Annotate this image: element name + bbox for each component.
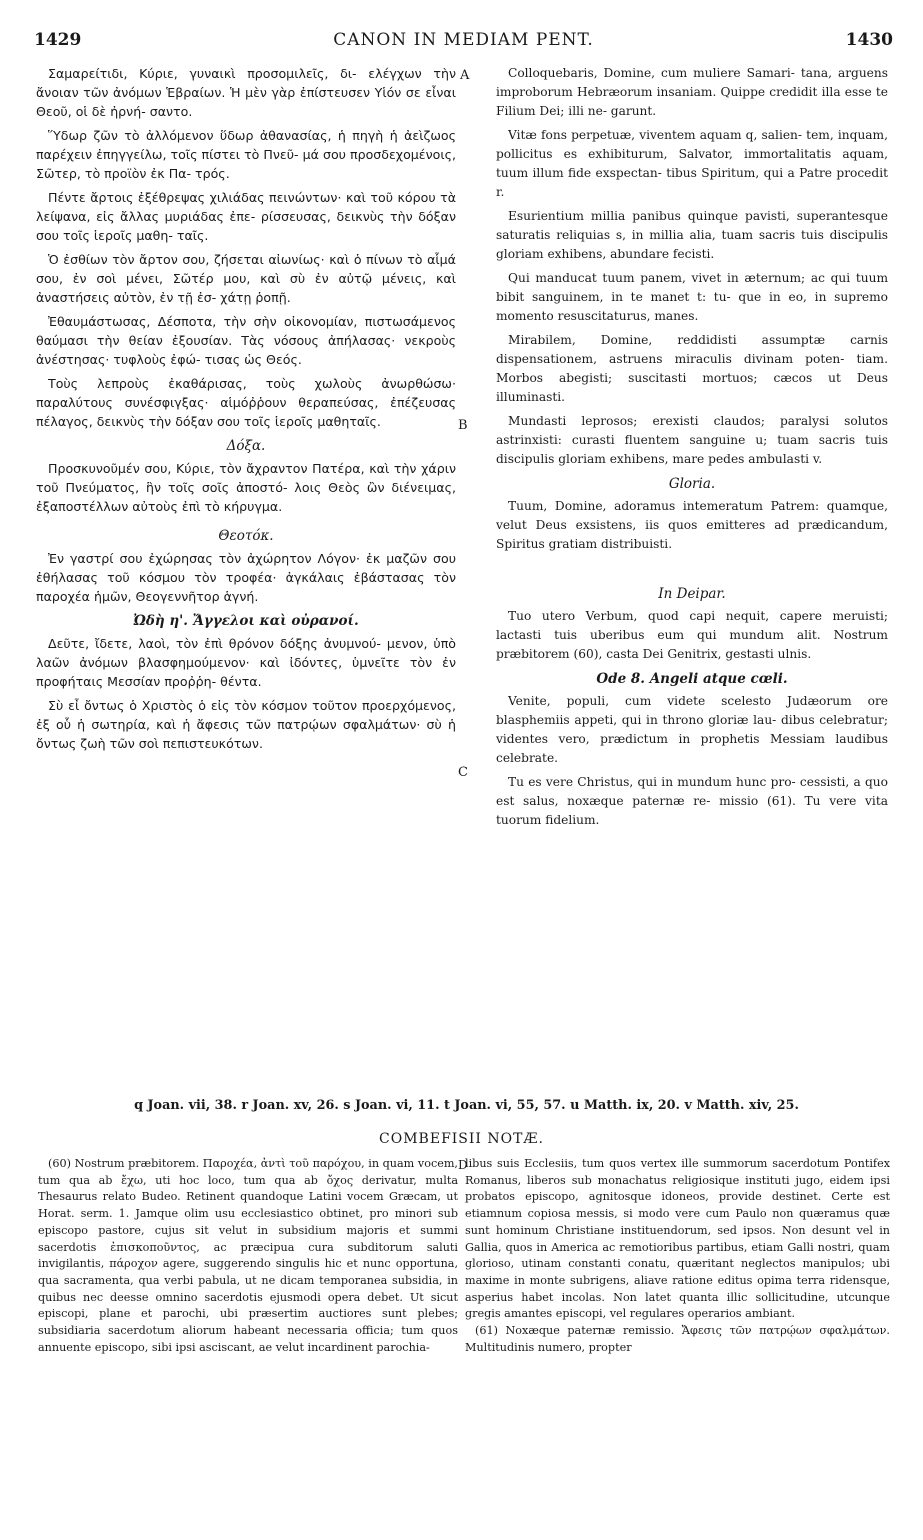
margin-marker-c: C (458, 765, 468, 780)
latin-gloria: Tuum, Domine, adoramus intemeratum Patrem: quamque, velut Deus exsistens, iis quos emitteres ad prædicandum, Spiritus gratiam distribuisti. (496, 499, 888, 551)
note-61: (61) Noxæque paternæ remissio. Ἄφεσις τῶν πατρῴων σφαλμάτων. Multitudinis numero, propter (465, 1324, 890, 1354)
latin-ode-paragraph: Tu es vere Christus, qui in mundum hunc pro- cessisti, a quo est salus, noxæque paternæ re- missio (61). Tu vere vita tuorum fidelium. (496, 775, 888, 827)
greek-paragraph: Πέντε ἄρτοις ἐξέθρεψας χιλιάδας πεινώντων· καὶ τοῦ κόρου τὰ λείψανα, εἰς ἄλλας μυριάδας ἐπε- ρίσσευσας, δεικνὺς τὴν δόξαν σου τοῖς ἱεροῖς μαθη- ταῖς. (36, 190, 456, 243)
greek-ode-heading: Ὠδὴ η'. Ἄγγελοι καὶ οὐρανοί. (133, 613, 359, 629)
greek-ode-paragraph: Σὺ εἶ ὄντως ὁ Χριστὸς ὁ εἰς τὸν κόσμον τοῦτον προερχόμενος, ἐξ οὗ ἡ σωτηρία, καὶ ἡ ἄφεσις τῶν πατρῴων σφαλμάτων· σὺ ἡ ὄντως ζωὴ τῶν σοὶ πεπιστευκότων. (36, 698, 456, 751)
page-header (34, 22, 893, 62)
note-60-continued: libus suis Ecclesiis, tum quos vertex ille summorum sacerdotum Pontifex Romanus, liberos sub monachatus religiosique instituti jugo, eidem ipsi probatos episcopo, agnitosque idoneos, provide destinet. Certe est etiamnum copiosa messis, si modo vere cum Paulo non quæramus quæ sunt hominum Christiane instituendorum, sed ipsos. Non desunt vel in Gallia, quos in America ac remotioribus partibus, etiam Galli nostri, quam glorioso, utinam constanti conatu, quæritant neglectos manipulos; ubi maxime in monte subrigens, aliave ratione editus opima terra ridensque, asperius habet incolas. Non latet quanta illic sollicitudine, utcunque gregis amantes episcopi, vel regulares operarios ambiant. (465, 1157, 890, 1321)
latin-ode-paragraph: Venite, populi, cum videte scelesto Judæorum ore blasphemiis appeti, qui in throno gloriæ lau- dibus celebratur; videntes vero, prædictum in prophetis Messiam laudibus celebrate. (496, 694, 888, 765)
notes-left-column (38, 1156, 458, 1356)
greek-ode-paragraph: Δεῦτε, ἴδετε, λαοὶ, τὸν ἐπὶ θρόνον δόξης ἀνυμνού- μενον, ὑπὸ λαῶν ἀνόμων βλασφημούμενον· καὶ ἰδόντες, ὑμνεῖτε τὸν ἐν προφήταις Μεσσίαν προῤῥη- θέντα. (36, 636, 456, 689)
greek-theotokion: Ἐν γαστρί σου ἐχώρησας τὸν ἀχώρητον Λόγον· ἐκ μαζῶν σου ἐθήλασας τοῦ κόσμου τὸν τροφέα· ἀγκάλαις ἐβάστασας τὸν παροχέα ἡμῶν, Θεογεννῆτορ ἁγνή. (36, 551, 456, 604)
latin-paragraph: Colloquebaris, Domine, cum muliere Samari- tana, arguens improborum Hebræorum insaniam. Quippe credidit illa esse te Filium Dei; illi ne- garunt. (496, 66, 888, 118)
margin-marker-a: A (460, 68, 470, 83)
latin-paragraph: Esurientium millia panibus quinque pavisti, superantesque saturatis reliquias s, in millia alia, tuam sacris tuis discipulis gloriam exhibens, abundare fecisti. (496, 209, 888, 261)
greek-paragraph: Ὁ ἐσθίων τὸν ἄρτον σου, ζήσεται αἰωνίως· καὶ ὁ πίνων τὸ αἷμά σου, ἐν σοὶ μένει, Σῶτέρ μου, καὶ σὺ ἐν αὐτῷ μένεις, καὶ ἀναστήσεις αὐτὸν, ἐν τῇ ἐσ- χάτῃ ῥοπῇ. (36, 252, 456, 305)
greek-doxa: Προσκυνοῦμέν σου, Κύριε, τὸν ἄχραντον Πατέρα, καὶ τὴν χάριν τοῦ Πνεύματος, ἣν τοῖς σοῖς ἀποστό- λοις Θεὸς ὢν διένειμας, ἐξαποστέλλων αὐτοὺς ἐπὶ τὸ κήρυγμα. (36, 461, 456, 514)
latin-deipar: Tuo utero Verbum, quod capi nequit, capere meruisti; lactasti tuis uberibus eum qui mundum alit. Nostrum præbitorem (60), casta Dei Genitrix, gestasti ulnis. (496, 609, 888, 661)
latin-column (496, 64, 888, 835)
scripture-references: q Joan. vii, 38. r Joan. xv, 26. s Joan. vi, 11. t Joan. vi, 55, 57. u Matth. ix, 20. v Matth. xiv, 25. (134, 1098, 799, 1113)
latin-ode-heading: Ode 8. Angeli atque cœli. (596, 671, 788, 687)
latin-paragraph: Mirabilem, Domine, reddidisti assumptæ carnis dispensationem, astruens miraculis divinam poten- tiam. Morbos abegisti; suscitasti mortuos; cæcos ut Deus illuminasti. (496, 333, 888, 404)
margin-marker-d: D (458, 1158, 468, 1172)
greek-doxa-heading: Δόξα. (226, 438, 266, 454)
notes-right-column (465, 1156, 890, 1356)
latin-gloria-heading: Gloria. (668, 476, 716, 492)
page-number-left: 1429 (34, 30, 82, 50)
running-title: CANON IN MEDIAM PENT. (333, 30, 594, 50)
greek-column (36, 64, 456, 758)
greek-theotokion-heading: Θεοτόκ. (218, 528, 274, 544)
latin-paragraph: Mundasti leprosos; erexisti claudos; paralysi solutos astrinxisti: curasti fluentem sanguine u; tuam sacris tuis discipulis gloriam exhibens, mare pedes ambulasti v. (496, 414, 888, 466)
greek-paragraph: Ἐθαυμάστωσας, Δέσποτα, τὴν σὴν οἰκονομίαν, πιστωσάμενος θαύμασι τὴν θείαν ἐξουσίαν. Τὰς νόσους ἀπήλασας· νεκροὺς ἀνέστησας· τυφλοὺς ἐφώ- τισας ὡς Θεός. (36, 314, 456, 367)
margin-marker-b: B (458, 418, 468, 433)
latin-paragraph: Qui manducat tuum panem, vivet in æternum; ac qui tuum bibit sanguinem, in te manet t: tu- que in eo, in supremo momento resuscitaturus, manes. (496, 271, 888, 323)
greek-paragraph: Σαμαρείτιδι, Κύριε, γυναικὶ προσομιλεῖς, δι- ελέγχων τὴν ἄνοιαν τῶν ἀνόμων Ἑβραίων. Ἡ μὲν γὰρ ἐπίστευσεν Υἱόν σε εἶναι Θεοῦ, οἱ δὲ ἠρνή- σαντο. (36, 66, 456, 119)
greek-paragraph: Τοὺς λεπροὺς ἐκαθάρισας, τοὺς χωλοὺς ἀνωρθώσω· παραλύτους συνέσφιγξας· αἱμόῤῥουν θεραπεύσας, ἐπέζευσας πέλαγος, δεικνὺς τὴν δόξαν σου τοῖς ἱεροῖς μαθηταῖς. (36, 376, 456, 429)
greek-paragraph: Ὕδωρ ζῶν τὸ ἀλλόμενον ὕδωρ ἀθανασίας, ἡ πηγὴ ἡ ἀεὶζωος παρέχειν ἐπηγγείλω, τοῖς πίστει τὸ Πνεῦ- μά σου προσδεχομένοις, Σῶτερ, τὸ προϊὸν ἐκ Πα- τρός. (36, 128, 456, 181)
note-60: (60) Nostrum præbitorem. Παροχέα, ἀντὶ τοῦ παρόχου, in quam vocem, tum qua ab ἔχω, uti hoc loco, tum qua ab ὄχος derivatur, multa Thesaurus relato Budeo. Retinent quandoque Latini vocem Græcam, ut Horat. serm. 1. Jamque olim usu ecclesiastico obtinet, pro minori sub episcopo pastore, cujus sit velut in subsidium majoris et summi sacerdotis ἐπισκοποῦντος, ac præcipua cura subditorum saluti invigilantis, πάροχον agere, suggerendo singulis hic et nunc opportuna, qua sacramenta, qua verbi pabula, ut ne dicam temporanea subsidia, in quibus nec deesse omnino sacerdotis ejusmodi opera debet. Ut sicut episcopi, plane et parochi, ubi præsertim auctiores sunt plebes; subsidiaria sacerdotum aliorum habeant necessaria officia; tum quos annuente episcopo, sibi ipsi asciscant, ae velut incardinent parochia- (38, 1157, 458, 1354)
latin-paragraph: Vitæ fons perpetuæ, viventem aquam q, salien- tem, inquam, pollicitus es exhibiturum, Salvator, immortalitatis aquam, tuum illum fide exspectan- tibus Spiritum, qui a Patre procedit r. (496, 128, 888, 199)
latin-deipar-heading: In Deipar. (658, 586, 726, 602)
page-number-right: 1430 (845, 30, 893, 50)
notes-title: COMBEFISII NOTÆ. (379, 1131, 544, 1147)
